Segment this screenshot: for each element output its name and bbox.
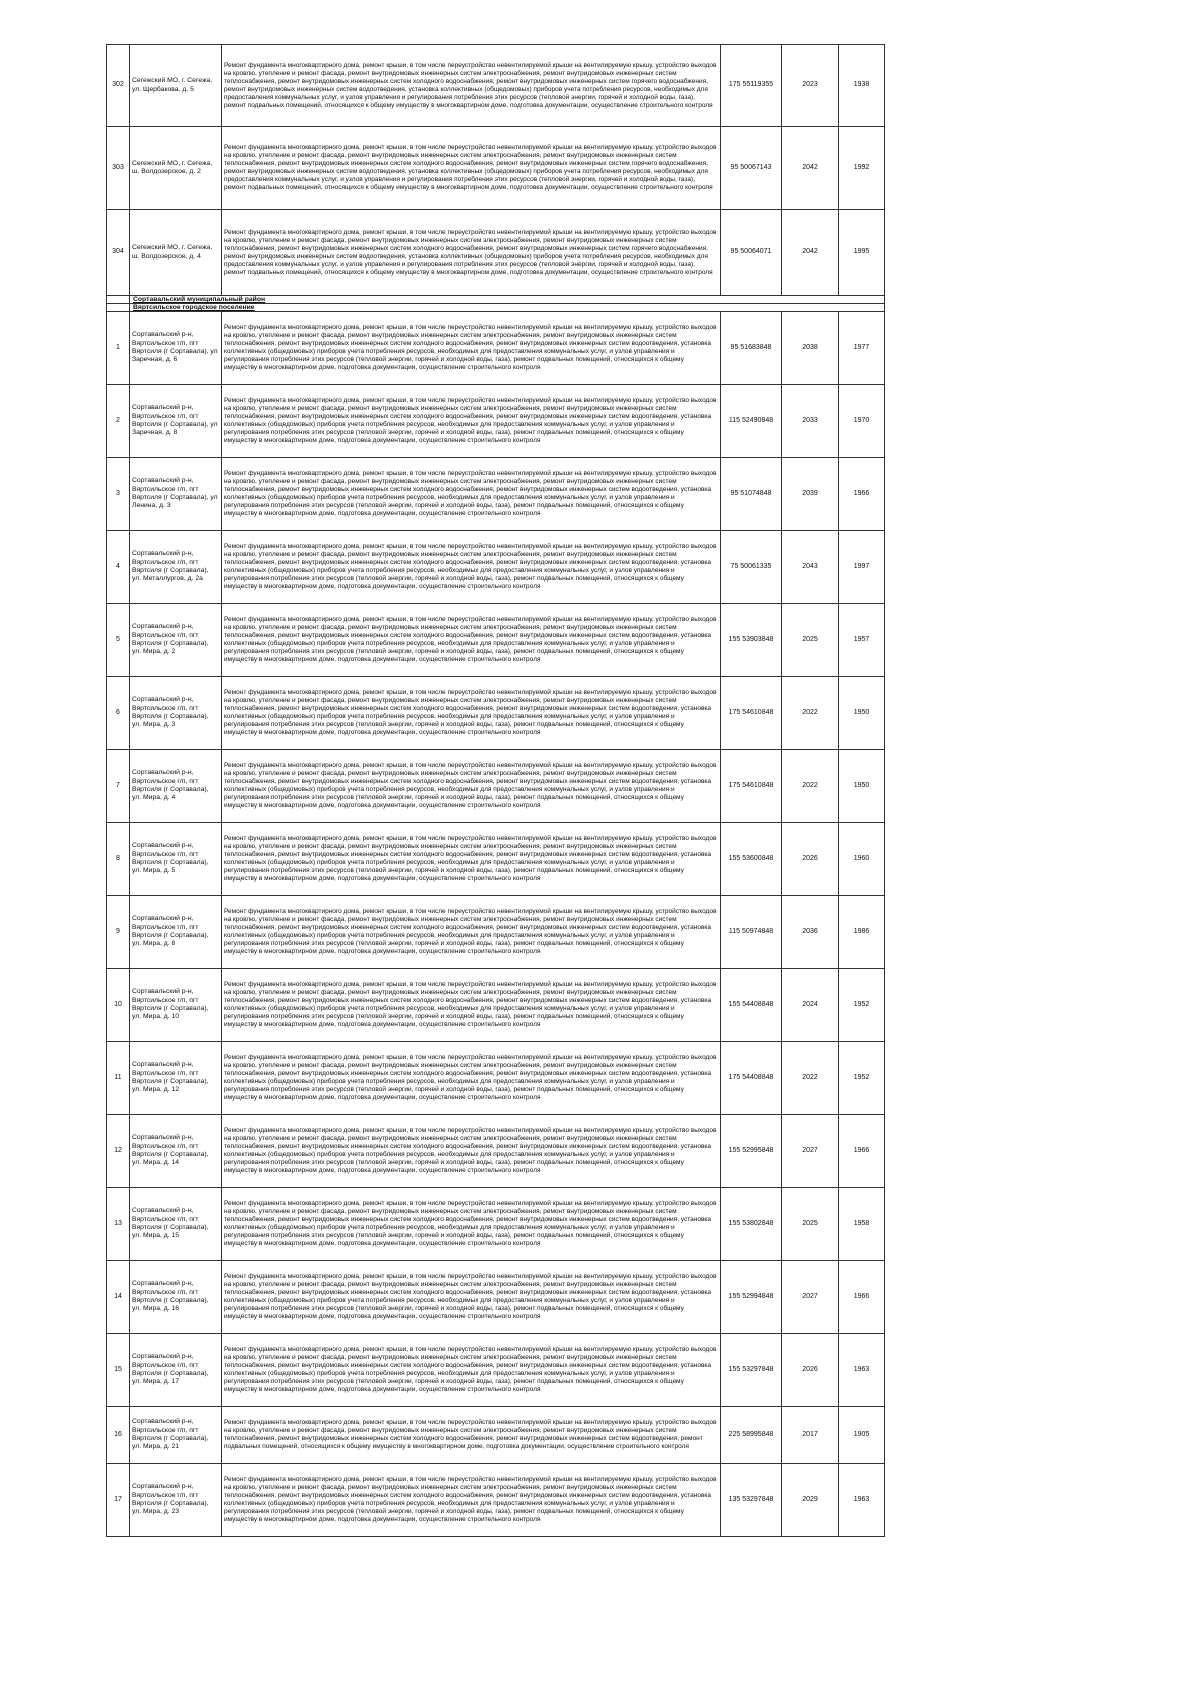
- row-number: 302: [107, 45, 130, 127]
- row-cost: 155 53903848: [721, 604, 782, 677]
- row-number: 4: [107, 531, 130, 604]
- row-planned-year: 2043: [782, 531, 839, 604]
- row-number: 6: [107, 677, 130, 750]
- row-number: 16: [107, 1407, 130, 1464]
- row-number: 15: [107, 1334, 130, 1407]
- row-work-types: Ремонт фундамента многоквартирного дома, ремонт крыши, в том числе переустройство невентилируемой крыши на вентилируемую крышу, устройство выходов на кровлю, утепление и ремонт фасада, ремонт внутридомовых инженерных систем электроснабжения, ремонт внутридомовых инженерных систем теплоснабжения, ремонт внутридомовых инженерных систем холодного водоснабжения, ремонт внутридомовых инженерных систем водоотведения, установка коллективных (общедомовых) приборов учета потребления ресурсов, необходимых для предоставления коммунальных услуг, и узлов управления и регулирования потребления этих ресурсов (тепловой энергии, горячей и холодной воды, газа), ремонт подвальных помещений, относящихся к общему имуществу в многоквартирном доме, подготовка документации, осуществление строительного контроля: [222, 896, 721, 969]
- row-address: Сортавальский р-н, Вяртсильское г/п, пгт Вяртсиля (г Сортавала), ул. Мира, д. 23: [130, 1464, 222, 1537]
- table-row: [107, 823, 885, 896]
- row-work-types: Ремонт фундамента многоквартирного дома, ремонт крыши, в том числе переустройство невентилируемой крыши на вентилируемую крышу, устройство выходов на кровлю, утепление и ремонт фасада, ремонт внутридомовых инженерных систем электроснабжения, ремонт внутридомовых инженерных систем теплоснабжения, ремонт внутридомовых инженерных систем холодного водоснабжения, ремонт внутридомовых инженерных систем горячего водоснабжения, ремонт внутридомовых инженерных систем водоотведения, установка коллективных (общедомовых) приборов учета потребления ресурсов, необходимых для предоставления коммунальных услуг, и узлов управления и регулирования потребления этих ресурсов (тепловой энергии, горячей и холодной воды, газа), ремонт подвальных помещений, относящихся к общему имуществу в многоквартирном доме, подготовка документации, осуществление строительного контроля: [222, 45, 721, 127]
- row-build-year: 1952: [839, 969, 885, 1042]
- row-cost: 175 54408848: [721, 1042, 782, 1115]
- row-cost: 95 51683848: [721, 312, 782, 385]
- row-number: 7: [107, 750, 130, 823]
- row-work-types: Ремонт фундамента многоквартирного дома, ремонт крыши, в том числе переустройство невентилируемой крыши на вентилируемую крышу, устройство выходов на кровлю, утепление и ремонт фасада, ремонт внутридомовых инженерных систем электроснабжения, ремонт внутридомовых инженерных систем теплоснабжения, ремонт внутридомовых инженерных систем холодного водоснабжения, ремонт внутридомовых инженерных систем водоотведения, установка коллективных (общедомовых) приборов учета потребления ресурсов, необходимых для предоставления коммунальных услуг, и узлов управления и регулирования потребления этих ресурсов (тепловой энергии, горячей и холодной воды, газа), ремонт подвальных помещений, относящихся к общему имуществу в многоквартирном доме, подготовка документации, осуществление строительного контроля: [222, 823, 721, 896]
- row-number: 1: [107, 312, 130, 385]
- row-cost: 75 50061335: [721, 531, 782, 604]
- row-number: 303: [107, 127, 130, 210]
- row-address: Сегежский МО, г. Сегежа, ш. Волдозерское, д. 2: [130, 127, 222, 210]
- row-cost: 225 58995848: [721, 1407, 782, 1464]
- row-cost: 155 53297848: [721, 1334, 782, 1407]
- row-planned-year: 2017: [782, 1407, 839, 1464]
- row-planned-year: 2026: [782, 1334, 839, 1407]
- table-row: [107, 604, 885, 677]
- row-number: 9: [107, 896, 130, 969]
- row-cost: 155 54408848: [721, 969, 782, 1042]
- row-work-types: Ремонт фундамента многоквартирного дома, ремонт крыши, в том числе переустройство невентилируемой крыши на вентилируемую крышу, устройство выходов на кровлю, утепление и ремонт фасада, ремонт внутридомовых инженерных систем электроснабжения, ремонт внутридомовых инженерных систем теплоснабжения, ремонт внутридомовых инженерных систем холодного водоснабжения, ремонт внутридомовых инженерных систем водоотведения, установка коллективных (общедомовых) приборов учета потребления ресурсов, необходимых для предоставления коммунальных услуг, и узлов управления и регулирования потребления этих ресурсов (тепловой энергии, горячей и холодной воды, газа), ремонт подвальных помещений, относящихся к общему имуществу в многоквартирном доме, подготовка документации, осуществление строительного контроля: [222, 1464, 721, 1537]
- row-work-types: Ремонт фундамента многоквартирного дома, ремонт крыши, в том числе переустройство невентилируемой крыши на вентилируемую крышу, устройство выходов на кровлю, утепление и ремонт фасада, ремонт внутридомовых инженерных систем электроснабжения, ремонт внутридомовых инженерных систем теплоснабжения, ремонт внутридомовых инженерных систем холодного водоснабжения, ремонт внутридомовых инженерных систем водоотведения, установка коллективных (общедомовых) приборов учета потребления ресурсов, необходимых для предоставления коммунальных услуг, и узлов управления и регулирования потребления этих ресурсов (тепловой энергии, горячей и холодной воды, газа), ремонт подвальных помещений, относящихся к общему имуществу в многоквартирном доме, подготовка документации, осуществление строительного контроля: [222, 677, 721, 750]
- table-row: [107, 210, 885, 296]
- table-row: [107, 1334, 885, 1407]
- table-row: [107, 127, 885, 210]
- table-row: [107, 1261, 885, 1334]
- row-build-year: 1963: [839, 1464, 885, 1537]
- row-cost: 175 54610848: [721, 750, 782, 823]
- row-build-year: 1950: [839, 677, 885, 750]
- row-build-year: 1992: [839, 127, 885, 210]
- row-cost: 175 55119355: [721, 45, 782, 127]
- row-build-year: 1963: [839, 1334, 885, 1407]
- row-work-types: Ремонт фундамента многоквартирного дома, ремонт крыши, в том числе переустройство невентилируемой крыши на вентилируемую крышу, устройство выходов на кровлю, утепление и ремонт фасада, ремонт внутридомовых инженерных систем электроснабжения, ремонт внутридомовых инженерных систем теплоснабжения, ремонт внутридомовых инженерных систем холодного водоснабжения, ремонт внутридомовых инженерных систем горячего водоснабжения, ремонт внутридомовых инженерных систем водоотведения, установка коллективных (общедомовых) приборов учета потребления ресурсов, необходимых для предоставления коммунальных услуг, и узлов управления и регулирования потребления этих ресурсов (тепловой энергии, горячей и холодной воды, газа), ремонт подвальных помещений, относящихся к общему имуществу в многоквартирном доме, подготовка документации, осуществление строительного контроля: [222, 210, 721, 296]
- row-work-types: Ремонт фундамента многоквартирного дома, ремонт крыши, в том числе переустройство невентилируемой крыши на вентилируемую крышу, устройство выходов на кровлю, утепление и ремонт фасада, ремонт внутридомовых инженерных систем электроснабжения, ремонт внутридомовых инженерных систем теплоснабжения, ремонт внутридомовых инженерных систем холодного водоснабжения, ремонт внутридомовых инженерных систем водоотведения, установка коллективных (общедомовых) приборов учета потребления ресурсов, необходимых для предоставления коммунальных услуг, и узлов управления и регулирования потребления этих ресурсов (тепловой энергии, горячей и холодной воды, газа), ремонт подвальных помещений, относящихся к общему имуществу в многоквартирном доме, подготовка документации, осуществление строительного контроля: [222, 1261, 721, 1334]
- row-planned-year: 2022: [782, 750, 839, 823]
- row-planned-year: 2024: [782, 969, 839, 1042]
- table-row: [107, 896, 885, 969]
- row-cost: 95 50064071: [721, 210, 782, 296]
- row-work-types: Ремонт фундамента многоквартирного дома, ремонт крыши, в том числе переустройство невентилируемой крыши на вентилируемую крышу, устройство выходов на кровлю, утепление и ремонт фасада, ремонт внутридомовых инженерных систем электроснабжения, ремонт внутридомовых инженерных систем теплоснабжения, ремонт внутридомовых инженерных систем холодного водоснабжения, ремонт внутридомовых инженерных систем горячего водоснабжения, ремонт внутридомовых инженерных систем водоотведения, установка коллективных (общедомовых) приборов учета потребления ресурсов, необходимых для предоставления коммунальных услуг, и узлов управления и регулирования потребления этих ресурсов (тепловой энергии, горячей и холодной воды, газа), ремонт подвальных помещений, относящихся к общему имуществу в многоквартирном доме, подготовка документации, осуществление строительного контроля: [222, 127, 721, 210]
- table-row: [107, 677, 885, 750]
- row-build-year: 1997: [839, 531, 885, 604]
- row-number: 11: [107, 1042, 130, 1115]
- row-address: Сортавальский р-н, Вяртсильское г/п, пгт Вяртсиля (г Сортавала), ул. Мира, д. 10: [130, 969, 222, 1042]
- row-address: Сортавальский р-н, Вяртсильское г/п, пгт Вяртсиля (г Сортавала), ул. Мира, д. 21: [130, 1407, 222, 1464]
- row-number: 17: [107, 1464, 130, 1537]
- table-row: [107, 1464, 885, 1537]
- row-planned-year: 2038: [782, 312, 839, 385]
- row-planned-year: 2042: [782, 127, 839, 210]
- row-build-year: 1966: [839, 1115, 885, 1188]
- row-planned-year: 2033: [782, 385, 839, 458]
- row-planned-year: 2039: [782, 458, 839, 531]
- row-planned-year: 2027: [782, 1261, 839, 1334]
- row-number: 304: [107, 210, 130, 296]
- table-row: [107, 1042, 885, 1115]
- row-build-year: 1977: [839, 312, 885, 385]
- row-address: Сортавальский р-н, Вяртсильское г/п, пгт Вяртсиля (г Сортавала), ул. Металлургов, д. 2а: [130, 531, 222, 604]
- row-address: Сегежский МО, г. Сегежа, ул. Щербакова, д. 5: [130, 45, 222, 127]
- row-work-types: Ремонт фундамента многоквартирного дома, ремонт крыши, в том числе переустройство невентилируемой крыши на вентилируемую крышу, устройство выходов на кровлю, утепление и ремонт фасада, ремонт внутридомовых инженерных систем электроснабжения, ремонт внутридомовых инженерных систем теплоснабжения, ремонт внутридомовых инженерных систем холодного водоснабжения, ремонт внутридомовых инженерных систем водоотведения, установка коллективных (общедомовых) приборов учета потребления ресурсов, необходимых для предоставления коммунальных услуг, и узлов управления и регулирования потребления этих ресурсов (тепловой энергии, горячей и холодной воды, газа), ремонт подвальных помещений, относящихся к общему имуществу в многоквартирном доме, подготовка документации, осуществление строительного контроля: [222, 1334, 721, 1407]
- table-row: [107, 531, 885, 604]
- row-build-year: 1905: [839, 1407, 885, 1464]
- row-build-year: 1995: [839, 210, 885, 296]
- row-work-types: Ремонт фундамента многоквартирного дома, ремонт крыши, в том числе переустройство невентилируемой крыши на вентилируемую крышу, устройство выходов на кровлю, утепление и ремонт фасада, ремонт внутридомовых инженерных систем электроснабжения, ремонт внутридомовых инженерных систем теплоснабжения, ремонт внутридомовых инженерных систем холодного водоснабжения, ремонт внутридомовых инженерных систем водоотведения, установка коллективных (общедомовых) приборов учета потребления ресурсов, необходимых для предоставления коммунальных услуг, и узлов управления и регулирования потребления этих ресурсов (тепловой энергии, горячей и холодной воды, газа), ремонт подвальных помещений, относящихся к общему имуществу в многоквартирном доме, подготовка документации, осуществление строительного контроля: [222, 531, 721, 604]
- row-build-year: 1970: [839, 385, 885, 458]
- table-row: [107, 1115, 885, 1188]
- row-work-types: Ремонт фундамента многоквартирного дома, ремонт крыши, в том числе переустройство невентилируемой крыши на вентилируемую крышу, устройство выходов на кровлю, утепление и ремонт фасада, ремонт внутридомовых инженерных систем электроснабжения, ремонт внутридомовых инженерных систем теплоснабжения, ремонт внутридомовых инженерных систем холодного водоснабжения, ремонт внутридомовых инженерных систем водоотведения, установка коллективных (общедомовых) приборов учета потребления ресурсов, необходимых для предоставления коммунальных услуг, и узлов управления и регулирования потребления этих ресурсов (тепловой энергии, горячей и холодной воды, газа), ремонт подвальных помещений, относящихся к общему имуществу в многоквартирном доме, подготовка документации, осуществление строительного контроля: [222, 458, 721, 531]
- row-planned-year: 2026: [782, 823, 839, 896]
- row-planned-year: 2025: [782, 1188, 839, 1261]
- row-work-types: Ремонт фундамента многоквартирного дома, ремонт крыши, в том числе переустройство невентилируемой крыши на вентилируемую крышу, устройство выходов на кровлю, утепление и ремонт фасада, ремонт внутридомовых инженерных систем электроснабжения, ремонт внутридомовых инженерных систем теплоснабжения, ремонт внутридомовых инженерных систем холодного водоснабжения, ремонт внутридомовых инженерных систем водоотведения, установка коллективных (общедомовых) приборов учета потребления ресурсов, необходимых для предоставления коммунальных услуг, и узлов управления и регулирования потребления этих ресурсов (тепловой энергии, горячей и холодной воды, газа), ремонт подвальных помещений, относящихся к общему имуществу в многоквартирном доме, подготовка документации, осуществление строительного контроля: [222, 385, 721, 458]
- table-row: [107, 45, 885, 127]
- row-address: Сортавальский р-н, Вяртсильское г/п, пгт Вяртсиля (г Сортавала), ул. Мира, д. 5: [130, 823, 222, 896]
- table-row: [107, 385, 885, 458]
- section-row-settlement: [107, 304, 885, 312]
- row-planned-year: 2023: [782, 45, 839, 127]
- table-row: [107, 969, 885, 1042]
- section-title-district: Сортавальский муниципальный район: [130, 296, 885, 304]
- row-address: Сортавальский р-н, Вяртсильское г/п, пгт Вяртсиля (г Сортавала), ул. Мира, д. 16: [130, 1261, 222, 1334]
- row-number: 13: [107, 1188, 130, 1261]
- row-address: Сортавальский р-н, Вяртсильское г/п, пгт Вяртсиля (г Сортавала), ул Заречная, д. 6: [130, 312, 222, 385]
- row-work-types: Ремонт фундамента многоквартирного дома, ремонт крыши, в том числе переустройство невентилируемой крыши на вентилируемую крышу, устройство выходов на кровлю, утепление и ремонт фасада, ремонт внутридомовых инженерных систем электроснабжения, ремонт внутридомовых инженерных систем теплоснабжения, ремонт внутридомовых инженерных систем холодного водоснабжения, ремонт внутридомовых инженерных систем водоотведения, установка коллективных (общедомовых) приборов учета потребления ресурсов, необходимых для предоставления коммунальных услуг, и узлов управления и регулирования потребления этих ресурсов (тепловой энергии, горячей и холодной воды, газа), ремонт подвальных помещений, относящихся к общему имуществу в многоквартирном доме, подготовка документации, осуществление строительного контроля: [222, 1115, 721, 1188]
- row-build-year: 1958: [839, 1188, 885, 1261]
- row-address: Сортавальский р-н, Вяртсильское г/п, пгт Вяртсиля (г Сортавала), ул. Мира, д. 4: [130, 750, 222, 823]
- row-planned-year: 2027: [782, 1115, 839, 1188]
- row-number: 2: [107, 385, 130, 458]
- repair-program-table: [106, 44, 885, 1537]
- section-title-settlement: Вяртсильское городское поселение: [130, 304, 885, 312]
- table-row: [107, 1188, 885, 1261]
- row-cost: 95 51074848: [721, 458, 782, 531]
- row-work-types: Ремонт фундамента многоквартирного дома, ремонт крыши, в том числе переустройство невентилируемой крыши на вентилируемую крышу, устройство выходов на кровлю, утепление и ремонт фасада, ремонт внутридомовых инженерных систем электроснабжения, ремонт внутридомовых инженерных систем теплоснабжения, ремонт внутридомовых инженерных систем холодного водоснабжения, ремонт внутридомовых инженерных систем водоотведения, установка коллективных (общедомовых) приборов учета потребления ресурсов, необходимых для предоставления коммунальных услуг, и узлов управления и регулирования потребления этих ресурсов (тепловой энергии, горячей и холодной воды, газа), ремонт подвальных помещений, относящихся к общему имуществу в многоквартирном доме, подготовка документации, осуществление строительного контроля: [222, 312, 721, 385]
- row-build-year: 1966: [839, 458, 885, 531]
- row-work-types: Ремонт фундамента многоквартирного дома, ремонт крыши, в том числе переустройство невентилируемой крыши на вентилируемую крышу, устройство выходов на кровлю, утепление и ремонт фасада, ремонт внутридомовых инженерных систем электроснабжения, ремонт внутридомовых инженерных систем теплоснабжения, ремонт внутридомовых инженерных систем холодного водоснабжения, ремонт внутридомовых инженерных систем водоотведения, установка коллективных (общедомовых) приборов учета потребления ресурсов, необходимых для предоставления коммунальных услуг, и узлов управления и регулирования потребления этих ресурсов (тепловой энергии, горячей и холодной воды, газа), ремонт подвальных помещений, относящихся к общему имуществу в многоквартирном доме, подготовка документации, осуществление строительного контроля: [222, 1188, 721, 1261]
- section-row-district: [107, 296, 885, 304]
- row-address: Сортавальский р-н, Вяртсильское г/п, пгт Вяртсиля (г Сортавала), ул. Мира, д. 12: [130, 1042, 222, 1115]
- row-cost: 175 54610848: [721, 677, 782, 750]
- row-address: Сегежский МО, г. Сегежа, ш. Волдозерское, д. 4: [130, 210, 222, 296]
- row-number: 14: [107, 1261, 130, 1334]
- row-cost: 155 53600848: [721, 823, 782, 896]
- table-row: [107, 1407, 885, 1464]
- row-planned-year: 2036: [782, 896, 839, 969]
- table-row: [107, 458, 885, 531]
- row-build-year: 1960: [839, 823, 885, 896]
- repair-program-sheet: [106, 44, 884, 1537]
- row-build-year: 1938: [839, 45, 885, 127]
- row-work-types: Ремонт фундамента многоквартирного дома, ремонт крыши, в том числе переустройство невентилируемой крыши на вентилируемую крышу, устройство выходов на кровлю, утепление и ремонт фасада, ремонт внутридомовых инженерных систем электроснабжения, ремонт внутридомовых инженерных систем теплоснабжения, ремонт внутридомовых инженерных систем холодного водоснабжения, ремонт внутридомовых инженерных систем водоотведения, установка коллективных (общедомовых) приборов учета потребления ресурсов, необходимых для предоставления коммунальных услуг, и узлов управления и регулирования потребления этих ресурсов (тепловой энергии, горячей и холодной воды, газа), ремонт подвальных помещений, относящихся к общему имуществу в многоквартирном доме, подготовка документации, осуществление строительного контроля: [222, 750, 721, 823]
- row-address: Сортавальский р-н, Вяртсильское г/п, пгт Вяртсиля (г Сортавала), ул. Мира, д. 8: [130, 896, 222, 969]
- row-address: Сортавальский р-н, Вяртсильское г/п, пгт Вяртсиля (г Сортавала), ул. Мира, д. 15: [130, 1188, 222, 1261]
- row-number: 12: [107, 1115, 130, 1188]
- row-address: Сортавальский р-н, Вяртсильское г/п, пгт Вяртсиля (г Сортавала), ул. Мира, д. 2: [130, 604, 222, 677]
- row-build-year: 1957: [839, 604, 885, 677]
- row-build-year: 1966: [839, 1261, 885, 1334]
- row-cost: 155 52994848: [721, 1261, 782, 1334]
- row-build-year: 1950: [839, 750, 885, 823]
- row-address: Сортавальский р-н, Вяртсильское г/п, пгт Вяртсиля (г Сортавала), ул. Мира, д. 14: [130, 1115, 222, 1188]
- table-row: [107, 750, 885, 823]
- row-cost: 155 53802848: [721, 1188, 782, 1261]
- table-row: [107, 312, 885, 385]
- row-cost: 115 50974848: [721, 896, 782, 969]
- row-address: Сортавальский р-н, Вяртсильское г/п, пгт Вяртсиля (г Сортавала), ул Ленина, д. 3: [130, 458, 222, 531]
- row-number: 8: [107, 823, 130, 896]
- row-cost: 155 52995848: [721, 1115, 782, 1188]
- row-work-types: Ремонт фундамента многоквартирного дома, ремонт крыши, в том числе переустройство невентилируемой крыши на вентилируемую крышу, устройство выходов на кровлю, утепление и ремонт фасада, ремонт внутридомовых инженерных систем электроснабжения, ремонт внутридомовых инженерных систем теплоснабжения, ремонт внутридомовых инженерных систем холодного водоснабжения, ремонт внутридомовых инженерных систем водоотведения, установка коллективных (общедомовых) приборов учета потребления ресурсов, необходимых для предоставления коммунальных услуг, и узлов управления и регулирования потребления этих ресурсов (тепловой энергии, горячей и холодной воды, газа), ремонт подвальных помещений, относящихся к общему имуществу в многоквартирном доме, подготовка документации, осуществление строительного контроля: [222, 1042, 721, 1115]
- row-cost: 115 52490848: [721, 385, 782, 458]
- row-planned-year: 2029: [782, 1464, 839, 1537]
- row-planned-year: 2025: [782, 604, 839, 677]
- row-build-year: 1952: [839, 1042, 885, 1115]
- row-number: 10: [107, 969, 130, 1042]
- row-work-types: Ремонт фундамента многоквартирного дома, ремонт крыши, в том числе переустройство невентилируемой крыши на вентилируемую крышу, устройство выходов на кровлю, утепление и ремонт фасада, ремонт внутридомовых инженерных систем электроснабжения, ремонт внутридомовых инженерных систем теплоснабжения, ремонт внутридомовых инженерных систем холодного водоснабжения, ремонт внутридомовых инженерных систем водоотведения, установка коллективных (общедомовых) приборов учета потребления ресурсов, необходимых для предоставления коммунальных услуг, и узлов управления и регулирования потребления этих ресурсов (тепловой энергии, горячей и холодной воды, газа), ремонт подвальных помещений, относящихся к общему имуществу в многоквартирном доме, подготовка документации, осуществление строительного контроля: [222, 604, 721, 677]
- row-work-types: Ремонт фундамента многоквартирного дома, ремонт крыши, в том числе переустройство невентилируемой крыши на вентилируемую крышу, устройство выходов на кровлю, утепление и ремонт фасада, ремонт внутридомовых инженерных систем электроснабжения, ремонт внутридомовых инженерных систем теплоснабжения, ремонт внутридомовых инженерных систем холодного водоснабжения, ремонт внутридомовых инженерных систем водоотведения, ремонт подвальных помещений, относящихся к общему имуществу в многоквартирном доме, подготовка документации, осуществление строительного контроля: [222, 1407, 721, 1464]
- row-address: Сортавальский р-н, Вяртсильское г/п, пгт Вяртсиля (г Сортавала), ул. Мира, д. 17: [130, 1334, 222, 1407]
- row-cost: 135 53297848: [721, 1464, 782, 1537]
- row-planned-year: 2042: [782, 210, 839, 296]
- row-cost: 95 50067143: [721, 127, 782, 210]
- row-address: Сортавальский р-н, Вяртсильское г/п, пгт Вяртсиля (г Сортавала), ул. Мира, д. 3: [130, 677, 222, 750]
- row-planned-year: 2022: [782, 677, 839, 750]
- row-build-year: 1986: [839, 896, 885, 969]
- row-work-types: Ремонт фундамента многоквартирного дома, ремонт крыши, в том числе переустройство невентилируемой крыши на вентилируемую крышу, устройство выходов на кровлю, утепление и ремонт фасада, ремонт внутридомовых инженерных систем электроснабжения, ремонт внутридомовых инженерных систем теплоснабжения, ремонт внутридомовых инженерных систем холодного водоснабжения, ремонт внутридомовых инженерных систем водоотведения, установка коллективных (общедомовых) приборов учета потребления ресурсов, необходимых для предоставления коммунальных услуг, и узлов управления и регулирования потребления этих ресурсов (тепловой энергии, горячей и холодной воды, газа), ремонт подвальных помещений, относящихся к общему имуществу в многоквартирном доме, подготовка документации, осуществление строительного контроля: [222, 969, 721, 1042]
- row-address: Сортавальский р-н, Вяртсильское г/п, пгт Вяртсиля (г Сортавала), ул Заречная, д. 8: [130, 385, 222, 458]
- row-number: 5: [107, 604, 130, 677]
- row-planned-year: 2022: [782, 1042, 839, 1115]
- row-number: 3: [107, 458, 130, 531]
